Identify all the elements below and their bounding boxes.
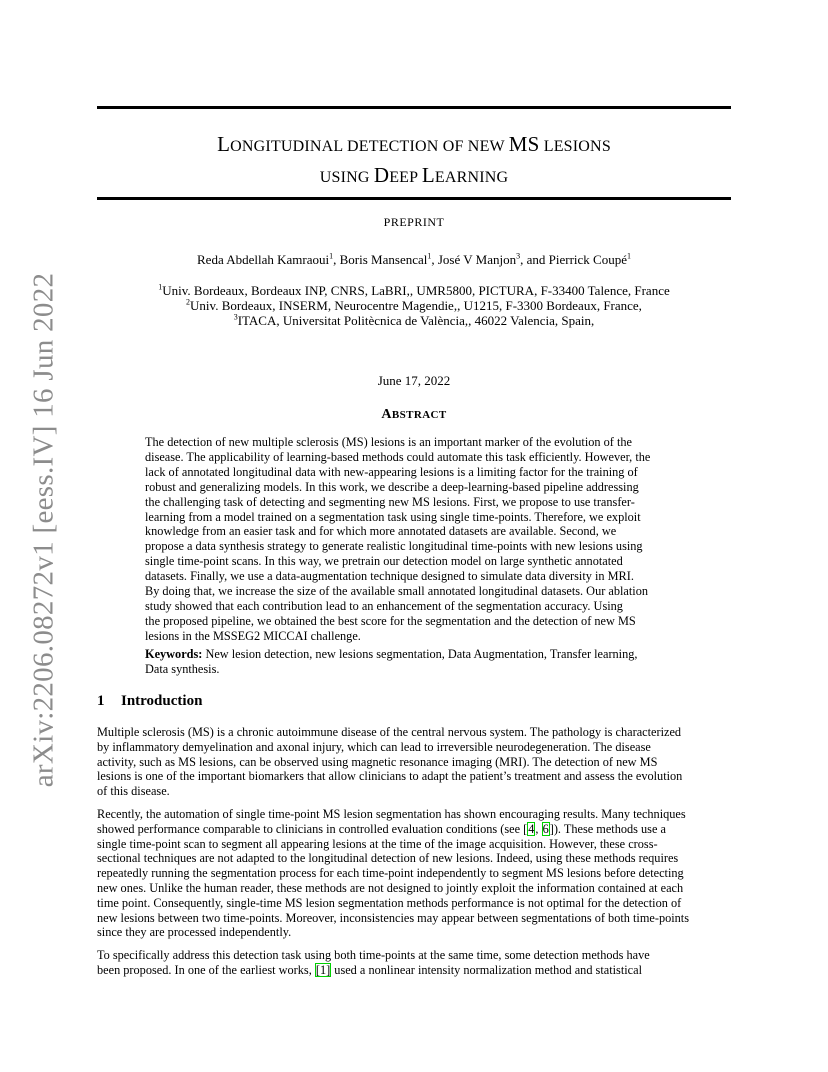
author-affiliation-mark: 3 [516,251,521,261]
author-affiliation-mark: 1 [627,251,631,261]
affiliation-line: $^3$ITACA, Universitat Politècnica de València,, 46022 Valencia, Spain, [233,312,595,328]
abstract-line: the proposed pipeline, we obtained the best score for the segmentation and the detection of new MS [145,613,636,628]
section-heading-introduction [97,693,202,710]
paragraph-line: sectional techniques are not adapted to the longitudinal detection of new lesions. Indeed, using these methods requires [97,851,679,866]
abstract-line: single time-point scans. In this way, we pretrain our detection model on large synthetic annotated [145,554,623,569]
author-name: José V Manjon [437,252,517,267]
affiliations [97,283,731,328]
intro-paragraph-3: To specifically address this detection task using both time-points at the same time, some detection methods have been proposed. In one of the earliest works, [1] used a nonlinear intensity normalization method and statistical [97,948,650,977]
title-top-rule [97,106,731,109]
keywords-line: Keywords: New lesion detection, new lesions segmentation, Data Augmentation, Transfer learning, [145,646,638,661]
author-name: Boris Mansencal [339,252,428,267]
abstract-body [145,435,685,677]
preprint-label: PREPRINT [383,215,445,229]
intro-paragraph-2: Recently, the automation of single time-point MS lesion segmentation has shown encouraging results. Many techniques showed performance comparable to clinicians in controlled evaluation conditions (see [4, 6]). These methods use a single time-point scan to segment all appearing lesions at the time of the image acquisition. However, these cross- sectional techniques are not adapted to the longitudinal detection of new lesions. Indeed, using these methods requires repeatedly running the segmentation process for each time-point independently to segment MS lesions before detecting new ones. Unlike the human reader, these methods are not designed to jointly exploit the information contained at each time point. Consequently, single-time MS lesion segmentation methods performance is not optimal for the detection of new lesions between two time-points. Moreover, inconsistencies may appear between segmentations of both time-points since they are processed independently. [97,807,731,940]
abstract-line: datasets. Finally, we use a data-augmentation technique designed to simulate data diversity in MRI. [145,569,634,584]
paragraph-line: by inflammatory demyelination and axonal injury, which can lead to irreversible neurodegeneration. The disease [97,739,651,754]
keywords-line-2: Data synthesis. [145,661,220,676]
citation-link-1[interactable]: [1] [315,962,331,977]
paragraph-line: repeatedly running the segmentation process for each time-point independently to segment MS lesions before detecting [97,866,684,881]
intro-paragraph-1 [97,725,731,799]
paragraph-line: new ones. Unlike the human reader, these methods are not designed to jointly exploit the information contained at each [97,880,684,895]
author-affiliation-mark: 1 [329,251,334,261]
abstract-line: The detection of new multiple sclerosis (MS) lesions is an important marker of the evolution of the [145,435,632,449]
author-name: Reda Abdellah Kamraoui [197,252,330,267]
paragraph-line: time point. Consequently, single-time MS lesion segmentation methods performance is not optimal for the detection of [97,895,682,910]
author-name: Pierrick Coupé [548,252,627,267]
keywords-label: Keywords: [145,646,203,661]
paragraph-line: lesions is one of the important biomarkers that allow clinicians to adapt the patient’s treatment and assess the evolution [97,769,683,784]
abstract-line: lesions in the MSSEG2 MICCAI challenge. [145,628,361,643]
abstract-line: By doing that, we increase the size of the available small annotated longitudinal datasets. Our ablation [145,584,648,599]
paragraph-line: single time-point scan to segment all appearing lesions at the time of the image acquisition. However, these cross- [97,836,658,851]
paragraph-line: since they are processed independently. [97,925,292,940]
abstract-heading: ABSTRACT [381,407,447,422]
abstract-line: robust and generalizing models. In this work, we describe a deep-learning-based pipeline addressing [145,479,639,494]
author-list: Reda Abdellah Kamraoui$^1$, Boris Mansencal$^1$, José V Manjon$^3$, and Pierrick Coupé$^1$ [197,251,631,267]
paper-title [97,130,731,192]
arxiv-identifier-stamp: arXiv:2206.08272v1 [eess.IV] 16 Jun 2022 [27,272,60,788]
author-affiliation-mark: 1 [427,251,432,261]
citation-link-6[interactable]: 6 [542,821,549,836]
abstract-line: knowledge from an easier task and for which more annotated datasets are available. Second, we [145,524,617,539]
paragraph-line: of this disease. [97,784,170,799]
title-line-1: LONGITUDINAL DETECTION OF NEW MS LESIONS [217,132,611,156]
title-bottom-rule [97,197,731,200]
section-title: Introduction [121,693,203,709]
abstract-line: learning from a model trained on a segmentation task using single time-points. Therefore, we exploit [145,509,641,524]
abstract-line: disease. The applicability of learning-based methods could automate this task efficiently. However, the [145,449,651,464]
citation-link-4[interactable]: 4 [528,821,535,836]
abstract-line: study showed that each contribution lead to an enhancement of the segmentation accuracy. Using [145,598,623,613]
affiliation-line: $^2$Univ. Bordeaux, INSERM, Neurocentre Magendie,, U1215, F-3300 Bordeaux, France, [186,297,642,313]
abstract-line: the challenging task of detecting and segmenting new MS lesions. First, we propose to use transfer- [145,494,635,509]
paragraph-line: Multiple sclerosis (MS) is a chronic autoimmune disease of the central nervous system. The pathology is characterized [97,725,682,739]
affiliation-line: $^1$Univ. Bordeaux, Bordeaux INP, CNRS, LaBRI,, UMR5800, PICTURA, F-33400 Talence, France [158,282,670,298]
abstract-line: lack of annotated longitudinal data with new-appearing lesions is a limiting factor for the training of [145,464,638,479]
title-line-2: USING DEEP LEARNING [319,163,509,187]
paragraph-line: activity, such as MS lesions, can be observed using magnetic resonance imaging (MRI). The detection of new MS [97,754,658,769]
paragraph-line: new lesions between two time-points. Moreover, inconsistencies may appear between segmentations of both time-points [97,910,690,925]
section-number: 1 [97,693,105,709]
abstract-line: propose a data synthesis strategy to generate realistic longitudinal time-points with new lesions using [145,539,643,554]
introduction-body [97,725,731,986]
publication-date: June 17, 2022 [377,373,451,388]
